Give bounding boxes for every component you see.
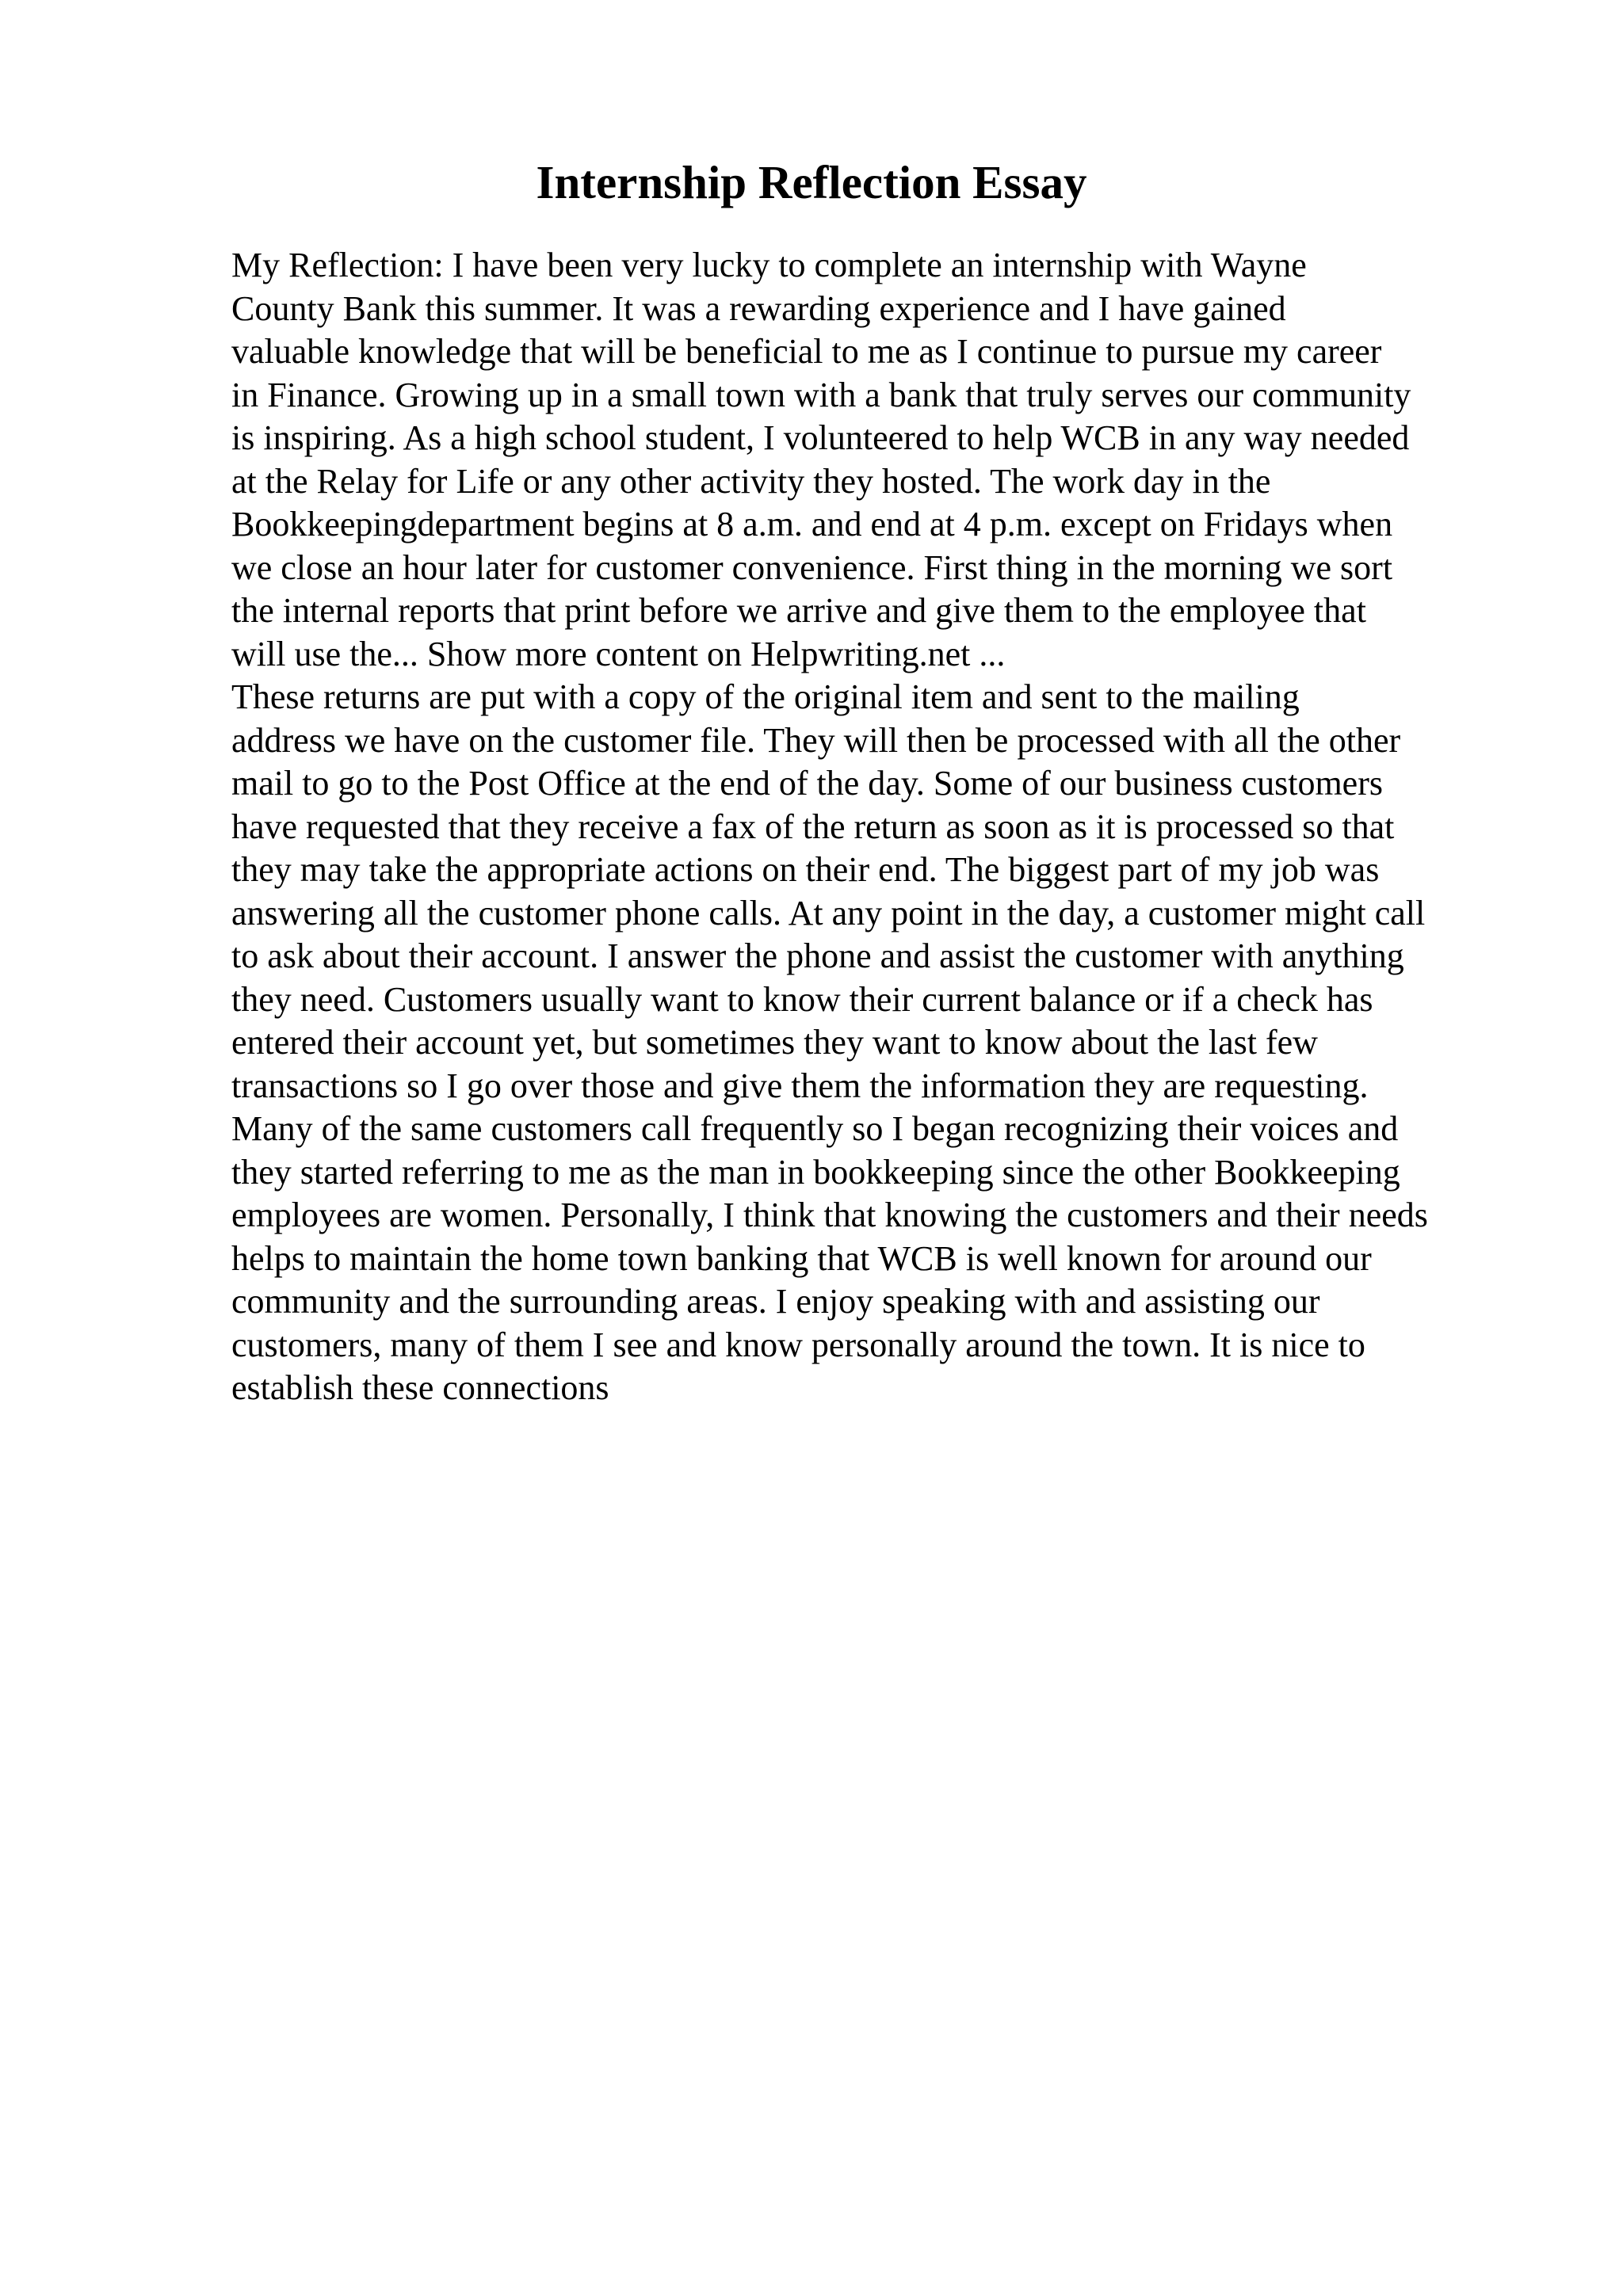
- essay-line: to ask about their account. I answer the phone and assist the customer with anything: [231, 936, 1404, 975]
- essay-line: Bookkeepingdepartment begins at 8 a.m. and end at 4 p.m. except on Fridays when: [231, 505, 1393, 543]
- essay-line: have requested that they receive a fax of the return as soon as it is processed so that: [231, 807, 1395, 846]
- essay-line: transactions so I go over those and give them the information they are requesting.: [231, 1066, 1369, 1105]
- essay-line: address we have on the customer file. They will then be processed with all the other: [231, 720, 1401, 760]
- essay-line: These returns are put with a copy of the original item and sent to the mailing: [231, 677, 1300, 716]
- essay-line: valuable knowledge that will be beneficial to me as I continue to pursue my career: [231, 332, 1382, 371]
- essay-line: mail to go to the Post Office at the end of the day. Some of our business customers: [231, 764, 1383, 803]
- essay-line: Many of the same customers call frequently so I began recognizing their voices and: [231, 1109, 1399, 1148]
- page-title: Internship Reflection Essay: [536, 156, 1087, 208]
- essay-line: County Bank this summer. It was a rewarding experience and I have gained: [231, 288, 1286, 328]
- essay-line: helps to maintain the home town banking that WCB is well known for around our: [231, 1238, 1372, 1278]
- essay-line: answering all the customer phone calls. At any point in the day, a customer might call: [231, 893, 1426, 933]
- essay-line: they may take the appropriate actions on their end. The biggest part of my job was: [231, 850, 1380, 889]
- essay-line: they need. Customers usually want to know their current balance or if a check has: [231, 979, 1373, 1019]
- essay-line: will use the... Show more content on Helpwriting.net ...: [231, 634, 1006, 673]
- essay-line: they started referring to me as the man in bookkeeping since the other Bookkeeping: [231, 1152, 1400, 1192]
- essay-line: establish these connections: [231, 1368, 609, 1407]
- essay-line: in Finance. Growing up in a small town with a bank that truly serves our community: [231, 375, 1411, 414]
- essay-line: we close an hour later for customer convenience. First thing in the morning we sort: [231, 547, 1393, 587]
- essay-line: entered their account yet, but sometimes they want to know about the last few: [231, 1023, 1318, 1062]
- essay-line: at the Relay for Life or any other activity they hosted. The work day in the: [231, 461, 1271, 501]
- essay-body: [231, 244, 1515, 1410]
- essay-line: customers, many of them I see and know personally around the town. It is nice to: [231, 1325, 1365, 1364]
- essay-line: is inspiring. As a high school student, I volunteered to help WCB in any way needed: [231, 418, 1410, 457]
- essay-line: community and the surrounding areas. I enjoy speaking with and assisting our: [231, 1282, 1320, 1321]
- essay-line: the internal reports that print before we arrive and give them to the employee that: [231, 591, 1366, 630]
- essay-line: My Reflection: I have been very lucky to complete an internship with Wayne: [231, 246, 1307, 284]
- essay-line: employees are women. Personally, I think that knowing the customers and their needs: [231, 1196, 1428, 1234]
